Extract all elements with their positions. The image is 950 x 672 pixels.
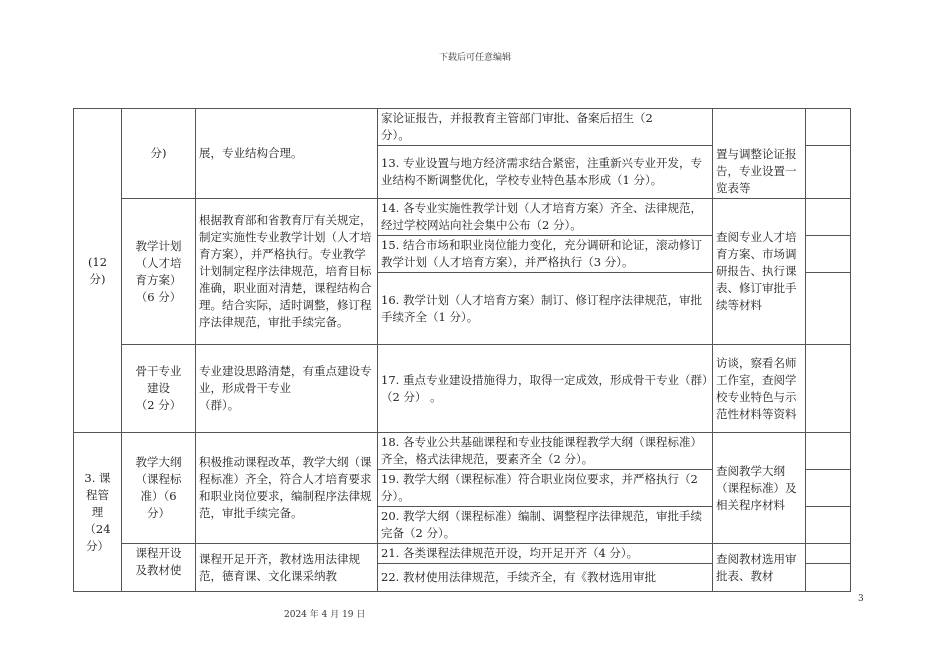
- score-cell: [806, 199, 851, 236]
- sub-3-method: 访谈，察看名师工作室，查阅学校专业特色与示范性材料等资料: [713, 345, 806, 433]
- sub-5-name: 课程开设 及教材使: [122, 544, 196, 592]
- item-22-text: 22. 教材使用法律规范，手续齐全，有《教材选用审批: [378, 564, 713, 592]
- sub-2-name: 教学计划 （人才培 育方案） （6 分）: [122, 199, 196, 345]
- sub-5-method: 查阅教材选用审批表、教材: [713, 544, 806, 592]
- sub-1-standard: 展，专业结构合理。: [196, 109, 378, 199]
- item-20-text: 20. 教学大纲（课程标准）编制、调整程序法律规范，审批手续完备（2 分）。: [378, 507, 713, 544]
- footer-date: 2024 年 4 月 19 日: [284, 610, 366, 620]
- sub-3-name: 骨干专业 建设 （2 分）: [122, 345, 196, 433]
- section-b-title: 3. 课 程管 理 （24 分）: [74, 433, 122, 592]
- section-a-score: (12 分): [74, 109, 122, 433]
- item-19-text: 19. 教学大纲（课程标准）符合职业岗位要求，并严格执行（2 分）。: [378, 470, 713, 507]
- item-18-text: 18. 各专业公共基础课程和专业技能课程教学大纲（课程标准）齐全，格式法律规范，要素齐全（2 分）。: [378, 433, 713, 470]
- sub-5-standard: 课程开足开齐，教材选用法律规范，德育课、文化课采纳教: [196, 544, 378, 592]
- score-cell: [806, 470, 851, 507]
- item-12-text: 家论证报告，并报教育主管部门审批、备案后招生（2 分）。: [378, 109, 713, 146]
- score-cell: [806, 236, 851, 273]
- score-cell: [806, 273, 851, 345]
- sub-1-name: 分): [122, 109, 196, 199]
- item-14-text: 14. 各专业实施性教学计划（人才培育方案）齐全、法律规范，经过学校网站向社会集中公布（2 分）。: [378, 199, 713, 236]
- header-note: 下载后可任意编辑: [438, 53, 511, 63]
- item-15-text: 15. 结合市场和职业岗位能力变化，充分调研和论证，滚动修订教学计划（人才培育方案），并严格执行（3 分）。: [378, 236, 713, 273]
- sub-2-standard: 根据教育部和省教育厅有关规定，制定实施性专业教学计划（人才培育方案），并严格执行。专业教学计划制定程序法律规范，培育目标准确，职业面对清楚，课程结构合理。结合实际，适时调整，修订程序法律规范，审批手续完备。: [196, 199, 378, 345]
- score-cell: [806, 433, 851, 470]
- item-21-text: 21. 各类课程法律规范开设，均开足开齐（4 分）。: [378, 544, 713, 564]
- evaluation-table: [73, 108, 851, 592]
- sub-1-method: 置与调整论证报告，专业设置一览表等: [713, 109, 806, 199]
- score-cell: [806, 345, 851, 433]
- item-17-text: 17. 重点专业建设措施得力，取得一定成效，形成骨干专业（群）（2 分） 。: [378, 345, 713, 433]
- sub-2-method: 查阅专业人才培育方案、市场调研报告、执行课表、修订审批手续等材料: [713, 199, 806, 345]
- score-cell: [806, 146, 851, 199]
- score-cell: [806, 507, 851, 544]
- score-cell: [806, 109, 851, 146]
- sub-4-standard: 积极推动课程改革，教学大纲（课程标准）齐全，符合人才培育要求和职业岗位要求，编制程序法律规范，审批手续完备。: [196, 433, 378, 544]
- item-13-text: 13. 专业设置与地方经济需求结合紧密，注重新兴专业开发，专业结构不断调整优化，学校专业特色基本形成（1 分）。: [378, 146, 713, 199]
- score-cell: [806, 564, 851, 592]
- score-cell: [806, 544, 851, 564]
- item-16-text: 16. 教学计划（人才培育方案）制订、修订程序法律规范，审批手续齐全（1 分）。: [378, 273, 713, 345]
- sub-4-name: 教学大纲 （课程标 准）（6 分）: [122, 433, 196, 544]
- page-number: 3: [858, 594, 864, 604]
- sub-4-method: 查阅教学大纲（课程标准）及相关程序材料: [713, 433, 806, 544]
- sub-3-standard: 专业建设思路清楚，有重点建设专业，形成骨干专业 （群）。: [196, 345, 378, 433]
